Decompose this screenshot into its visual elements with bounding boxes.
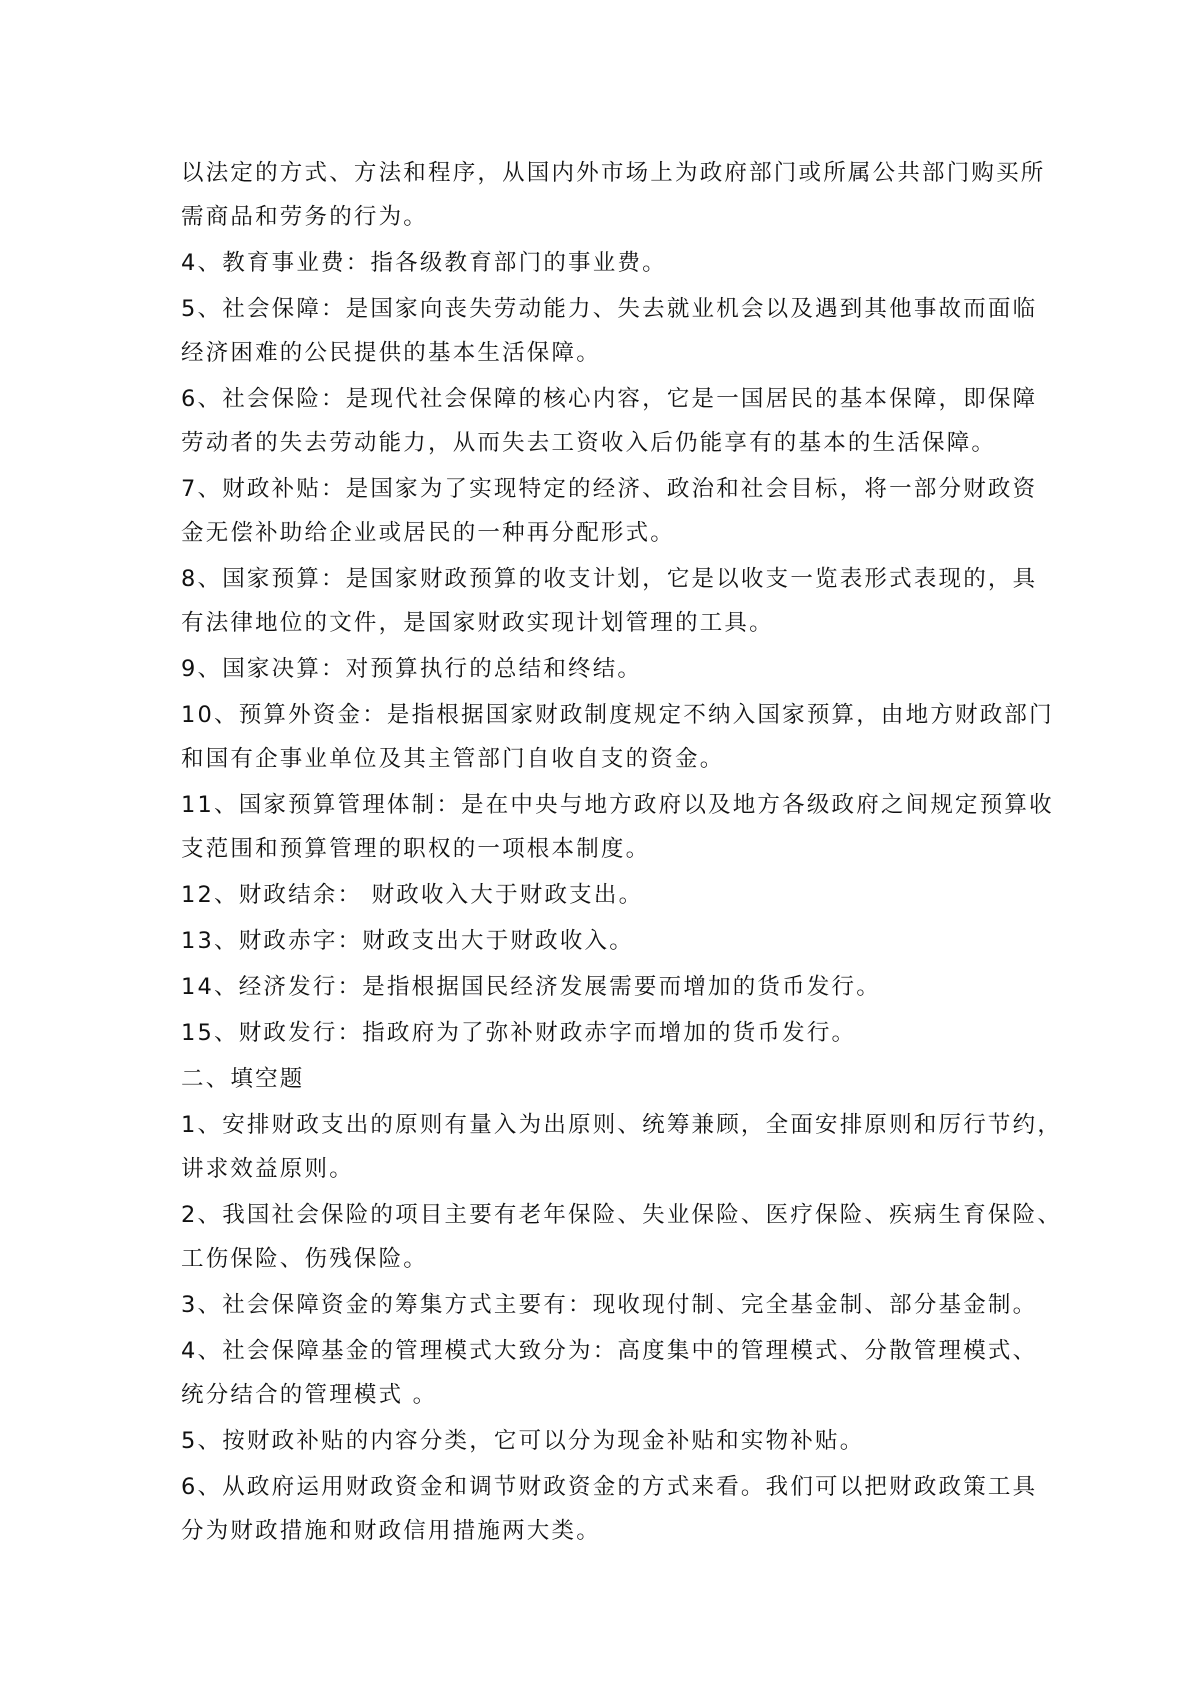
fill-in-paragraph: [181, 1465, 1038, 1553]
paragraph-line: 工伤保险、伤残保险。: [181, 1246, 429, 1272]
paragraph-line: 11、国家预算管理体制：是在中央与地方政府以及地方各级政府之间规定预算收: [181, 792, 1054, 818]
paragraph-line: 7、财政补贴：是国家为了实现特定的经济、政治和社会目标，将一部分财政资: [181, 476, 1038, 502]
definition-paragraph: [181, 151, 1046, 239]
fill-in-section: [181, 1103, 1063, 1553]
definition-paragraph: [181, 287, 1038, 375]
document-body: [181, 151, 1063, 1555]
paragraph-line: 支范围和预算管理的职权的一项根本制度。: [181, 836, 651, 862]
definitions-section: [181, 151, 1054, 1055]
paragraph-line: 金无偿补助给企业或居民的一种再分配形式。: [181, 520, 676, 546]
paragraph-line: 12、财政结余： 财政收入大于财政支出。: [181, 882, 644, 908]
paragraph-line: 3、社会保障资金的筹集方式主要有：现收现付制、完全基金制、部分基金制。: [181, 1292, 1038, 1318]
fill-in-paragraph: [181, 1419, 1021, 1463]
fill-in-paragraph: [181, 1193, 1063, 1281]
definition-paragraph: [181, 1011, 1021, 1055]
paragraph-line: 有法律地位的文件，是国家财政实现计划管理的工具。: [181, 610, 774, 636]
paragraph-line: 6、从政府运用财政资金和调节财政资金的方式来看。我们可以把财政政策工具: [181, 1474, 1038, 1500]
paragraph-line: 13、财政赤字：财政支出大于财政收入。: [181, 928, 634, 954]
definition-paragraph: [181, 965, 1021, 1009]
paragraph-line: 4、教育事业费：指各级教育部门的事业费。: [181, 250, 667, 276]
definition-paragraph: [181, 873, 1021, 917]
definition-paragraph: [181, 557, 1038, 645]
paragraph-line: 6、社会保险：是现代社会保障的核心内容，它是一国居民的基本保障，即保障: [181, 386, 1038, 412]
paragraph-line: 14、经济发行：是指根据国民经济发展需要而增加的货币发行。: [181, 974, 881, 1000]
definition-paragraph: [181, 467, 1038, 555]
paragraph-line: 1、安排财政支出的原则有量入为出原则、统筹兼顾，全面安排原则和厉行节约，: [181, 1112, 1063, 1138]
definition-paragraph: [181, 647, 1021, 691]
paragraph-line: 2、我国社会保险的项目主要有老年保险、失业保险、医疗保险、疾病生育保险、: [181, 1202, 1063, 1228]
paragraph-line: 4、社会保障基金的管理模式大致分为：高度集中的管理模式、分散管理模式、: [181, 1338, 1038, 1364]
paragraph-line: 需商品和劳务的行为。: [181, 204, 429, 230]
fill-in-paragraph: [181, 1329, 1038, 1417]
fill-in-paragraph: [181, 1283, 1038, 1327]
paragraph-line: 统分结合的管理模式 。: [181, 1382, 438, 1408]
paragraph-line: 以法定的方式、方法和程序，从国内外市场上为政府部门或所属公共部门购买所: [181, 160, 1046, 186]
paragraph-line: 8、国家预算：是国家财政预算的收支计划，它是以收支一览表形式表现的，具: [181, 566, 1038, 592]
definition-paragraph: [181, 693, 1054, 781]
paragraph-line: 和国有企事业单位及其主管部门自收自支的资金。: [181, 746, 725, 772]
definition-paragraph: [181, 919, 1021, 963]
definition-paragraph: [181, 377, 1038, 465]
section-heading: 二、填空题: [181, 1066, 305, 1092]
paragraph-line: 5、按财政补贴的内容分类，它可以分为现金补贴和实物补贴。: [181, 1428, 865, 1454]
definition-paragraph: [181, 783, 1054, 871]
paragraph-line: 15、财政发行：指政府为了弥补财政赤字而增加的货币发行。: [181, 1020, 857, 1046]
paragraph-line: 劳动者的失去劳动能力，从而失去工资收入后仍能享有的基本的生活保障。: [181, 430, 997, 456]
paragraph-line: 经济困难的公民提供的基本生活保障。: [181, 340, 601, 366]
paragraph-line: 5、社会保障：是国家向丧失劳动能力、失去就业机会以及遇到其他事故而面临: [181, 296, 1038, 322]
fill-in-paragraph: [181, 1103, 1063, 1191]
paragraph-line: 10、预算外资金：是指根据国家财政制度规定不纳入国家预算，由地方财政部门: [181, 702, 1054, 728]
definition-paragraph: [181, 241, 1021, 285]
paragraph-line: 分为财政措施和财政信用措施两大类。: [181, 1518, 601, 1544]
paragraph-line: 9、国家决算：对预算执行的总结和终结。: [181, 656, 643, 682]
paragraph-line: 讲求效益原则。: [181, 1156, 354, 1182]
